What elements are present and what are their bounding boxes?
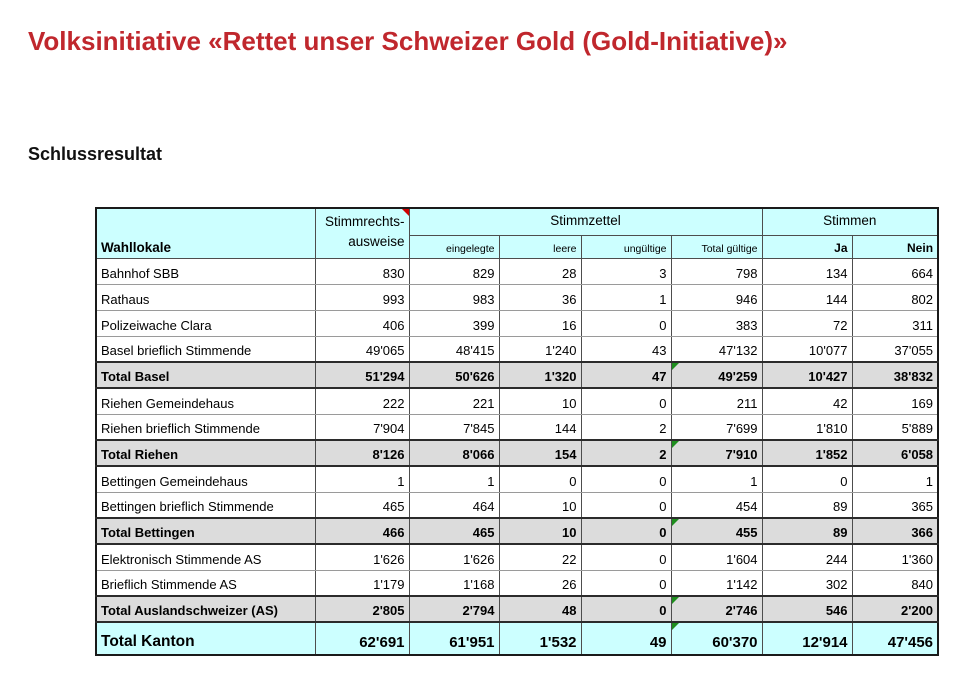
cell-value: 311 <box>852 310 938 336</box>
row-label: Bahnhof SBB <box>96 258 315 284</box>
cell-value: 1'179 <box>315 570 409 596</box>
cell-value: 1'320 <box>499 362 581 388</box>
row-label: Riehen brieflich Stimmende <box>96 414 315 440</box>
table-row-total-auslandschweizer <box>96 596 938 622</box>
table-row <box>96 414 938 440</box>
table-row-total-bettingen <box>96 518 938 544</box>
cell-value: 465 <box>315 492 409 518</box>
table-body <box>96 258 938 655</box>
cell-value: 169 <box>852 388 938 414</box>
cell-value: 26 <box>499 570 581 596</box>
cell-value: 0 <box>581 596 671 622</box>
cell-value: 244 <box>762 544 852 570</box>
row-label: Total Basel <box>96 362 315 388</box>
cell-value: 1 <box>315 466 409 492</box>
cell-value: 0 <box>762 466 852 492</box>
cell-value: 0 <box>581 518 671 544</box>
cell-value: 1 <box>409 466 499 492</box>
row-label: Brieflich Stimmende AS <box>96 570 315 596</box>
cell-value: 10 <box>499 388 581 414</box>
cell-value: 10 <box>499 518 581 544</box>
cell-value: 36 <box>499 284 581 310</box>
table-row <box>96 570 938 596</box>
cell-value: 2'794 <box>409 596 499 622</box>
row-label: Total Auslandschweizer (AS) <box>96 596 315 622</box>
cell-value: 43 <box>581 336 671 362</box>
cell-value-with-green-marker: 455 <box>671 518 762 544</box>
cell-value: 1'852 <box>762 440 852 466</box>
cell-value: 0 <box>581 388 671 414</box>
cell-value: 5'889 <box>852 414 938 440</box>
col-header-leere: leere <box>499 235 581 258</box>
cell-value: 134 <box>762 258 852 284</box>
cell-value: 2'805 <box>315 596 409 622</box>
cell-value: 1'142 <box>671 570 762 596</box>
cell-value: 62'691 <box>315 622 409 655</box>
cell-value: 0 <box>581 466 671 492</box>
cell-value: 50'626 <box>409 362 499 388</box>
cell-value: 61'951 <box>409 622 499 655</box>
col-header-stimmrechtsausweise <box>315 208 409 258</box>
col-group-stimmzettel: Stimmzettel <box>409 208 762 235</box>
table-row-total-riehen <box>96 440 938 466</box>
cell-value-with-green-marker: 2'746 <box>671 596 762 622</box>
cell-value: 465 <box>409 518 499 544</box>
cell-value: 1'626 <box>409 544 499 570</box>
cell-value: 8'066 <box>409 440 499 466</box>
cell-value: 1 <box>671 466 762 492</box>
cell-value: 983 <box>409 284 499 310</box>
cell-value: 22 <box>499 544 581 570</box>
row-label: Total Kanton <box>96 622 315 655</box>
cell-value: 1'604 <box>671 544 762 570</box>
cell-value: 49 <box>581 622 671 655</box>
cell-value: 0 <box>581 570 671 596</box>
col-header-wahllokale: Wahllokale <box>96 208 315 258</box>
results-table <box>95 207 939 656</box>
cell-value: 1 <box>581 284 671 310</box>
col-header-ungueltige: ungültige <box>581 235 671 258</box>
cell-value: 0 <box>581 492 671 518</box>
cell-value: 6'058 <box>852 440 938 466</box>
cell-value: 383 <box>671 310 762 336</box>
cell-value: 0 <box>581 310 671 336</box>
cell-value: 10'427 <box>762 362 852 388</box>
row-label: Total Riehen <box>96 440 315 466</box>
cell-value: 1'168 <box>409 570 499 596</box>
cell-value: 89 <box>762 492 852 518</box>
cell-value: 221 <box>409 388 499 414</box>
cell-value: 89 <box>762 518 852 544</box>
cell-value: 51'294 <box>315 362 409 388</box>
cell-value: 47'456 <box>852 622 938 655</box>
cell-value: 48'415 <box>409 336 499 362</box>
cell-value: 48 <box>499 596 581 622</box>
table-row <box>96 284 938 310</box>
cell-value: 7'699 <box>671 414 762 440</box>
cell-value: 38'832 <box>852 362 938 388</box>
row-label: Polizeiwache Clara <box>96 310 315 336</box>
cell-value: 1'240 <box>499 336 581 362</box>
row-label: Riehen Gemeindehaus <box>96 388 315 414</box>
cell-value: 2 <box>581 414 671 440</box>
cell-value: 211 <box>671 388 762 414</box>
row-label: Rathaus <box>96 284 315 310</box>
cell-value: 72 <box>762 310 852 336</box>
table-row <box>96 466 938 492</box>
cell-value-with-green-marker: 7'910 <box>671 440 762 466</box>
cell-value: 466 <box>315 518 409 544</box>
cell-value: 144 <box>499 414 581 440</box>
cell-value: 798 <box>671 258 762 284</box>
cell-value: 2 <box>581 440 671 466</box>
row-label: Basel brieflich Stimmende <box>96 336 315 362</box>
cell-value: 302 <box>762 570 852 596</box>
table-row <box>96 336 938 362</box>
row-label: Total Bettingen <box>96 518 315 544</box>
cell-value: 1'626 <box>315 544 409 570</box>
cell-value: 47'132 <box>671 336 762 362</box>
cell-value: 222 <box>315 388 409 414</box>
row-label: Elektronisch Stimmende AS <box>96 544 315 570</box>
cell-value: 154 <box>499 440 581 466</box>
row-label: Bettingen brieflich Stimmende <box>96 492 315 518</box>
cell-value: 144 <box>762 284 852 310</box>
stimmrechtsausweise-line2: ausweise <box>348 233 405 249</box>
cell-value: 1'532 <box>499 622 581 655</box>
cell-value: 830 <box>315 258 409 284</box>
cell-value: 1'360 <box>852 544 938 570</box>
cell-value: 10 <box>499 492 581 518</box>
header-row-groups <box>96 208 938 235</box>
cell-value-with-green-marker: 49'259 <box>671 362 762 388</box>
table-row <box>96 492 938 518</box>
cell-value: 49'065 <box>315 336 409 362</box>
comment-indicator-icon <box>402 209 409 216</box>
table-row <box>96 310 938 336</box>
section-heading: Schlussresultat <box>28 144 163 164</box>
page-title: Volksinitiative «Rettet unser Schweizer Gold (Gold-Initiative)» <box>28 26 788 56</box>
cell-value: 399 <box>409 310 499 336</box>
cell-value: 37'055 <box>852 336 938 362</box>
row-label: Bettingen Gemeindehaus <box>96 466 315 492</box>
cell-value: 546 <box>762 596 852 622</box>
table-row-total-kanton <box>96 622 938 655</box>
cell-value-with-green-marker: 60'370 <box>671 622 762 655</box>
table-row <box>96 544 938 570</box>
cell-value: 7'904 <box>315 414 409 440</box>
col-header-total-gueltige: Total gültige <box>671 235 762 258</box>
col-header-ja: Ja <box>762 235 852 258</box>
cell-value: 16 <box>499 310 581 336</box>
cell-value: 47 <box>581 362 671 388</box>
col-header-nein: Nein <box>852 235 938 258</box>
cell-value: 0 <box>499 466 581 492</box>
cell-value: 993 <box>315 284 409 310</box>
cell-value: 454 <box>671 492 762 518</box>
cell-value: 7'845 <box>409 414 499 440</box>
cell-value: 2'200 <box>852 596 938 622</box>
stimmrechtsausweise-line1: Stimmrechts- <box>324 213 405 229</box>
cell-value: 829 <box>409 258 499 284</box>
cell-value: 28 <box>499 258 581 284</box>
cell-value: 946 <box>671 284 762 310</box>
cell-value: 802 <box>852 284 938 310</box>
cell-value: 1'810 <box>762 414 852 440</box>
table-row <box>96 388 938 414</box>
col-header-eingelegte: eingelegte <box>409 235 499 258</box>
cell-value: 406 <box>315 310 409 336</box>
cell-value: 42 <box>762 388 852 414</box>
cell-value: 464 <box>409 492 499 518</box>
cell-value: 12'914 <box>762 622 852 655</box>
cell-value: 365 <box>852 492 938 518</box>
table-row <box>96 258 938 284</box>
table-row-total-basel <box>96 362 938 388</box>
cell-value: 8'126 <box>315 440 409 466</box>
table-header <box>96 208 938 258</box>
cell-value: 3 <box>581 258 671 284</box>
cell-value: 10'077 <box>762 336 852 362</box>
cell-value: 840 <box>852 570 938 596</box>
cell-value: 664 <box>852 258 938 284</box>
cell-value: 1 <box>852 466 938 492</box>
cell-value: 366 <box>852 518 938 544</box>
col-group-stimmen: Stimmen <box>762 208 938 235</box>
cell-value: 0 <box>581 544 671 570</box>
